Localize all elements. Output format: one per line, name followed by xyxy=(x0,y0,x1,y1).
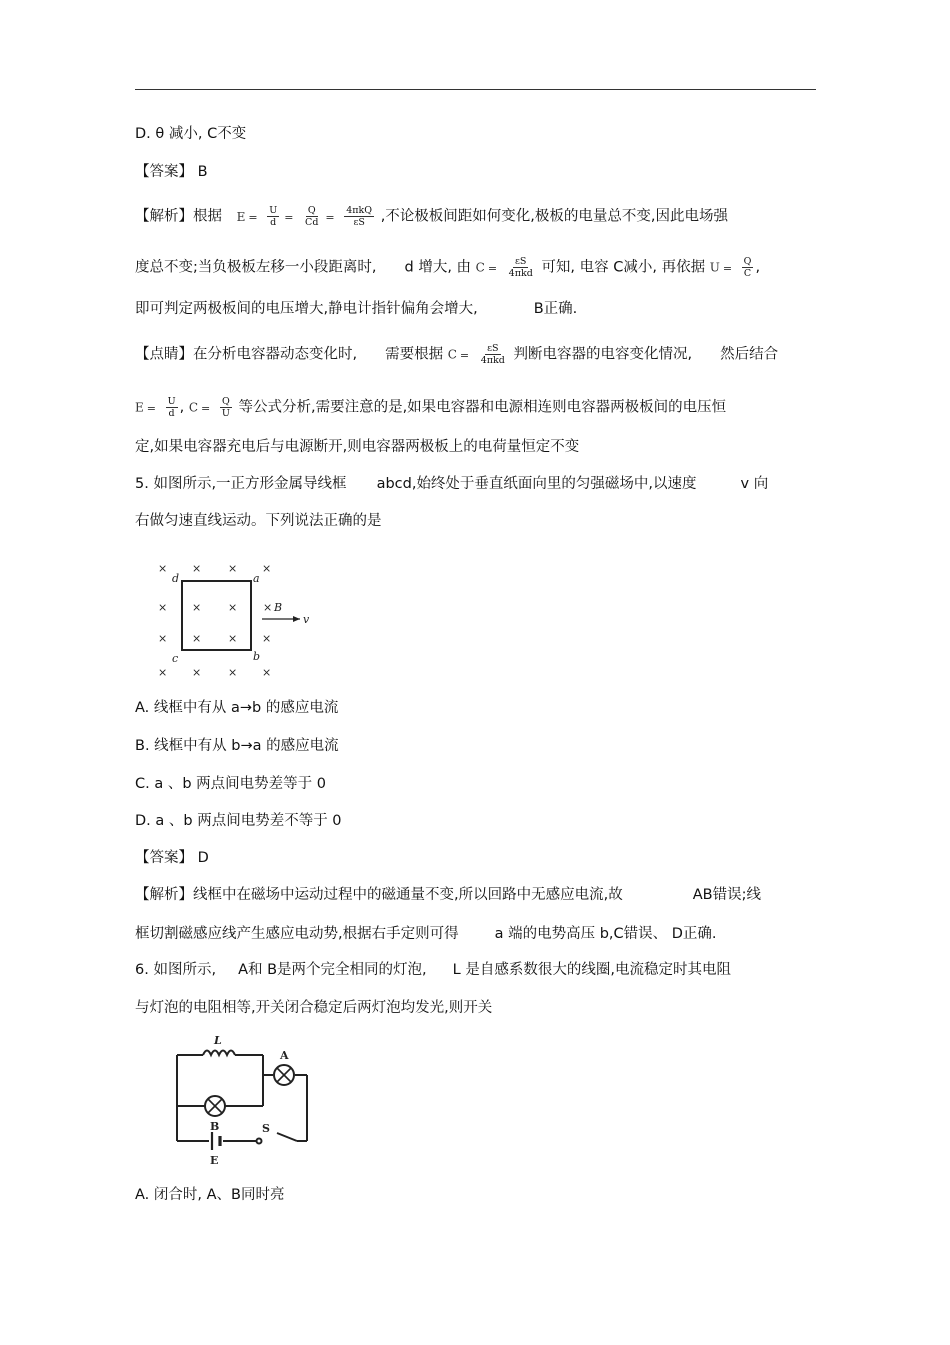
analysis-text: d 增大, 由 xyxy=(404,259,472,276)
fraction-4pikQ-epsS xyxy=(344,205,374,228)
stem-text: 6. 如图所示, xyxy=(135,962,217,978)
field-cross: × xyxy=(228,632,238,645)
math-C: C xyxy=(188,400,199,415)
arrow-head-icon xyxy=(293,616,300,622)
label-E: E xyxy=(210,1154,219,1167)
q6-stem-line2: 与灯泡的电阻相等,开关闭合稳定后两灯泡均发光,则开关 xyxy=(135,1000,493,1016)
switch-contact xyxy=(257,1139,262,1144)
q5-option-b: B. 线框中有从 b→a 的感应电流 xyxy=(135,738,339,754)
field-cross: × xyxy=(228,562,238,575)
q4-comment-line3: 定,如果电容器充电后与电源断开,则电容器两极板上的电荷量恒定不变 xyxy=(135,439,580,455)
header-rule xyxy=(135,89,816,90)
denominator: C xyxy=(743,268,752,279)
q5-stem-line2: 右做匀速直线运动。下列说法正确的是 xyxy=(135,513,382,529)
label-c: c xyxy=(172,652,179,665)
math-U: U xyxy=(709,260,720,275)
fraction-Q-Cd xyxy=(303,205,320,228)
denominator: d xyxy=(270,217,277,228)
numerator: εS xyxy=(487,343,499,354)
q4-option-d: D. θ 减小, C不变 xyxy=(135,126,247,142)
numerator: εS xyxy=(515,256,527,267)
analysis-text: 即可判定两极板间的电压增大,静电计指针偏角会增大, xyxy=(135,301,478,317)
label-B: B xyxy=(210,1120,220,1133)
q4-comment-line2: E = $\frac{U}{d}$ , C = $\frac{Q}{U}$ 等公式分析,需要注意的是,如果电容器和电源相连则电容器两极板间的电压恒 xyxy=(135,396,727,419)
q4-analysis-line3 xyxy=(135,299,577,319)
numerator: Q xyxy=(221,396,230,407)
q5-analysis-line1 xyxy=(135,885,761,905)
denominator: 4πkd xyxy=(480,355,505,366)
stem-text: A和 B是两个完全相同的灯泡, xyxy=(238,962,427,978)
q5-answer: 【答案】 D xyxy=(135,850,209,866)
q6-circuit-figure xyxy=(165,1033,315,1171)
fraction-epsS-4pikd xyxy=(507,256,535,279)
q5-option-a: A. 线框中有从 a→b 的感应电流 xyxy=(135,700,339,716)
comment-text: 判断电容器的电容变化情况, xyxy=(513,346,693,363)
analysis-label: 【解析】根据 xyxy=(135,208,222,225)
math-E: E xyxy=(236,209,246,224)
numerator: Q xyxy=(307,205,316,216)
numerator: U xyxy=(269,205,278,216)
comment-text: 【点睛】在分析电容器动态变化时, xyxy=(135,346,358,363)
analysis-text: AB错误;线 xyxy=(692,887,761,903)
stem-text: L 是自感系数很大的线圈,电流稳定时其电阻 xyxy=(452,962,731,978)
q6-stem-line1 xyxy=(135,960,731,980)
field-cross: × xyxy=(158,666,168,679)
denominator: U xyxy=(221,408,230,419)
label-L: L xyxy=(214,1034,222,1047)
comment-text: 需要根据 xyxy=(385,346,444,363)
analysis-text: 度总不变;当负极板左移一小段距离时, xyxy=(135,259,377,276)
label-d: d xyxy=(172,572,180,585)
q5-option-d: D. a 、b 两点间电势差不等于 0 xyxy=(135,813,342,829)
fraction-Q-U xyxy=(220,396,232,419)
field-cross: × xyxy=(158,601,168,614)
q6-option-a: A. 闭合时, A、B同时亮 xyxy=(135,1187,285,1203)
q4-analysis-line2: 度总不变;当负极板左移一小段距离时, d 增大, 由 C = $\frac{\varepsilon S}{\text{4πkd}}$ 可知, 电容 C减小, 再依据 U = $\frac{Q}{C}$ , xyxy=(135,256,761,279)
field-cross: × xyxy=(192,601,202,614)
label-B: B xyxy=(274,601,283,614)
label-v: v xyxy=(303,613,310,626)
fraction-U-d xyxy=(267,205,279,228)
analysis-text: 框切割磁感应线产生感应电动势,根据右手定则可得 xyxy=(135,926,459,942)
q5-figure xyxy=(150,558,320,683)
q5-option-c: C. a 、b 两点间电势差等于 0 xyxy=(135,776,326,792)
analysis-text: ,不论极板间距如何变化,极板的电量总不变,因此电场强 xyxy=(380,208,729,225)
field-cross: × xyxy=(192,666,202,679)
field-cross: × xyxy=(192,632,202,645)
field-cross: × xyxy=(228,601,238,614)
denominator: εS xyxy=(353,217,365,228)
field-cross: × xyxy=(158,632,168,645)
denominator: Cd xyxy=(305,217,319,228)
comment-text: 然后结合 xyxy=(720,346,779,363)
fraction-epsS-4pikd xyxy=(479,343,507,366)
analysis-text: B正确. xyxy=(533,301,578,317)
fraction-Q-C xyxy=(742,256,754,279)
field-cross: × xyxy=(192,562,202,575)
math-C: C xyxy=(447,347,457,362)
denominator: 4πkd xyxy=(508,268,533,279)
fraction-U-d xyxy=(166,396,178,419)
q5-analysis-line2 xyxy=(135,924,717,944)
stem-text: abcd,始终处于垂直纸面向里的匀强磁场中,以速度 xyxy=(376,476,697,492)
q4-analysis-line1: 【解析】根据 E = $\frac{U}{d}$ = $\frac{Q}{Cd}$ = $\frac{\text{4πkQ}}{\varepsilon S}$ ,不论极板间距如何变化,极板的电量总不变,因此电场强 xyxy=(135,205,729,228)
q5-stem-line1 xyxy=(135,474,768,494)
field-cross: × xyxy=(158,562,168,575)
field-cross: × xyxy=(228,666,238,679)
stem-text: v 向 xyxy=(740,476,769,492)
q4-answer: 【答案】 B xyxy=(135,164,208,180)
label-a: a xyxy=(253,572,260,585)
numerator: 4πkQ xyxy=(346,205,373,216)
label-A: A xyxy=(280,1049,289,1062)
analysis-text: 可知, 电容 C减小, 再依据 xyxy=(541,259,706,276)
field-cross: × xyxy=(262,562,272,575)
math-C: C xyxy=(475,260,485,275)
stem-text: 5. 如图所示,一正方形金属导线框 xyxy=(135,476,347,492)
numerator: Q xyxy=(743,256,752,267)
field-cross: × xyxy=(263,601,273,614)
denominator: d xyxy=(168,408,175,419)
q4-comment-line1: 【点睛】在分析电容器动态变化时, 需要根据 C = $\frac{\varepsilon S}{\text{4πkd}}$ 判断电容器的电容变化情况, 然后结合 xyxy=(135,343,779,366)
analysis-text: 【解析】线框中在磁场中运动过程中的磁通量不变,所以回路中无感应电流,故 xyxy=(135,887,623,903)
field-cross: × xyxy=(262,666,272,679)
math-E: E xyxy=(135,400,144,415)
label-b: b xyxy=(253,650,261,663)
analysis-text: a 端的电势高压 b,C错误、 D正确. xyxy=(494,926,717,942)
field-cross: × xyxy=(262,632,272,645)
comment-text: 等公式分析,需要注意的是,如果电容器和电源相连则电容器两极板间的电压恒 xyxy=(238,399,727,416)
numerator: U xyxy=(167,396,176,407)
label-S: S xyxy=(262,1122,270,1135)
